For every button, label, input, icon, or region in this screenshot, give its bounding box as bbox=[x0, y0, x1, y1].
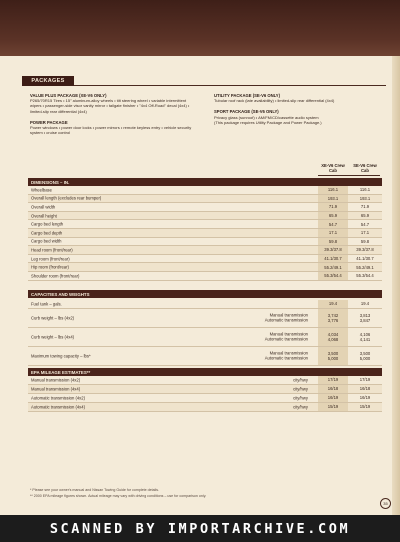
value-automatic: 3,776 bbox=[327, 318, 339, 323]
table-row bbox=[28, 238, 382, 247]
value-manual: 4,106 bbox=[359, 331, 371, 337]
column-header-rule bbox=[318, 175, 380, 176]
table-row bbox=[28, 255, 382, 264]
row-label: Curb weight – lbs (4x4) bbox=[31, 334, 75, 340]
table-row bbox=[28, 309, 382, 328]
transmission-labels bbox=[265, 351, 308, 362]
row-label: Automatic transmission (4x4) bbox=[31, 404, 85, 410]
column-header-se: SE-V6 Crew Cab bbox=[353, 163, 377, 173]
section-epa: EPA MILEAGE ESTIMATES** bbox=[28, 368, 382, 376]
page-edge bbox=[392, 56, 400, 515]
footnote-epa: ** 2000 EPA mileage figures shown. Actual mileage may vary with driving conditions – use for comparison only. bbox=[30, 494, 207, 498]
table-row bbox=[28, 195, 382, 204]
value-xe: 59.8 bbox=[318, 238, 348, 246]
table-row bbox=[28, 403, 382, 412]
table-row bbox=[28, 203, 382, 212]
page-number: 35 bbox=[380, 498, 391, 509]
packages-tab: PACKAGES bbox=[22, 76, 74, 86]
value-automatic: 4,068 bbox=[327, 337, 339, 342]
row-label: Cargo bed depth bbox=[31, 230, 63, 236]
value-xe: 55.2/49.1 bbox=[318, 263, 348, 271]
value-se: 41.1/30.7 bbox=[356, 255, 374, 261]
value-se: 39.3/37.8 bbox=[356, 247, 374, 253]
value-automatic: 5,000 bbox=[327, 356, 339, 361]
manual-label: Manual transmission bbox=[269, 312, 308, 318]
value-xe: 16/19 bbox=[318, 394, 348, 402]
value-manual: 4,034 bbox=[327, 331, 339, 337]
table-row bbox=[28, 212, 382, 221]
value-xe bbox=[318, 347, 348, 365]
row-label: Overall width bbox=[31, 204, 56, 210]
transmission-labels bbox=[265, 332, 308, 343]
utility-title: UTILITY PACKAGE (SE-V6 ONLY) bbox=[214, 93, 280, 98]
value-xe: 19.4 bbox=[318, 300, 348, 308]
utility-package bbox=[214, 93, 379, 103]
row-label: Head room (front/rear) bbox=[31, 247, 73, 253]
section-capacities: CAPACITIES AND WEIGHTS bbox=[28, 290, 382, 298]
value-xe bbox=[318, 328, 348, 346]
power-body: Power windows • power door locks • power mirrors • remote keyless entry • vehicle security system • cruise control bbox=[30, 125, 192, 136]
packages-rule bbox=[74, 85, 386, 86]
value-se bbox=[350, 347, 380, 365]
row-label: Hip room (front/rear) bbox=[31, 264, 69, 270]
sport-note: (This package requires Utility Package and Power Package.) bbox=[214, 119, 322, 125]
top-band bbox=[0, 0, 400, 56]
transmission-labels bbox=[265, 313, 308, 324]
value-se: 193.1 bbox=[359, 195, 371, 201]
value-se: 16/18 bbox=[359, 386, 371, 392]
value-se: 116.1 bbox=[359, 187, 371, 193]
table-row bbox=[28, 246, 382, 255]
packages-left-column bbox=[30, 93, 195, 141]
value-xe: 15/19 bbox=[318, 403, 348, 411]
value-xe: 17.1 bbox=[318, 229, 348, 237]
value-se: 54.7 bbox=[360, 221, 370, 227]
footnote-towing: * Please see your owner's manual and Nissan Towing Guide for complete details. bbox=[30, 488, 160, 492]
value-se: 17/19 bbox=[359, 377, 371, 383]
value-xe bbox=[318, 309, 348, 327]
sport-body: Privacy glass (sunroof) • AM/FM/CD/cassette audio system bbox=[214, 114, 319, 120]
unit-label: city/hwy bbox=[293, 404, 308, 410]
value-plus-title: VALUE PLUS PACKAGE (XE-V6 ONLY) bbox=[30, 93, 107, 98]
table-row bbox=[28, 385, 382, 394]
value-se: 16/19 bbox=[359, 395, 371, 401]
row-label: Maximum towing capacity – lbs* bbox=[31, 353, 91, 359]
value-xe: 71.9 bbox=[318, 203, 348, 211]
row-label: Wheelbase bbox=[31, 187, 52, 193]
automatic-label: Automatic transmission bbox=[264, 318, 308, 323]
scan-banner: SCANNED BY IMPORTARCHIVE.COM bbox=[0, 515, 400, 542]
value-automatic: 3,847 bbox=[359, 318, 371, 323]
table-row bbox=[28, 376, 382, 385]
table-row bbox=[28, 272, 382, 281]
section-dimensions: DIMENSIONS – IN. bbox=[28, 178, 382, 186]
value-se: 55.3/54.4 bbox=[356, 273, 374, 279]
value-automatic: 5,000 bbox=[359, 356, 371, 361]
sport-title: SPORT PACKAGE (SE-V6 ONLY) bbox=[214, 109, 279, 115]
table-row bbox=[28, 229, 382, 238]
row-label: Shoulder room (front/rear) bbox=[31, 273, 80, 279]
manual-label: Manual transmission bbox=[269, 350, 308, 356]
value-se: 59.8 bbox=[360, 238, 370, 244]
row-label: Overall length (excludes rear bumper) bbox=[31, 195, 102, 201]
table-row bbox=[28, 186, 382, 195]
row-label: Curb weight – lbs (4x2) bbox=[31, 315, 75, 321]
packages-right-column bbox=[214, 93, 379, 131]
value-automatic: 4,141 bbox=[359, 337, 371, 342]
row-label: Manual transmission (4x2) bbox=[31, 377, 81, 383]
value-xe: 39.3/37.8 bbox=[318, 246, 348, 254]
value-xe: 16/18 bbox=[318, 385, 348, 393]
value-se: 17.1 bbox=[360, 230, 370, 236]
table-row bbox=[28, 347, 382, 366]
value-se: 71.9 bbox=[360, 204, 370, 210]
automatic-label: Automatic transmission bbox=[264, 356, 308, 361]
value-se bbox=[350, 328, 380, 346]
row-label: Leg room (front/rear) bbox=[31, 256, 70, 262]
value-plus-body: P265/70R15 Tires • 15" aluminum-alloy wheels • tilt steering wheel • variable intermittent wipers • passenger-side visor vanity mirror • tailgate finisher • "4x4 Off-Road" decal (4x4) • limited-slip rear differential (4x4) bbox=[30, 98, 190, 114]
manual-label: Manual transmission bbox=[269, 331, 308, 337]
value-se: 65.9 bbox=[360, 212, 370, 218]
power-package bbox=[30, 120, 195, 136]
value-plus-package bbox=[30, 93, 195, 114]
row-label: Cargo bed length bbox=[31, 221, 64, 227]
power-title: POWER PACKAGE bbox=[30, 119, 68, 125]
table-row bbox=[28, 220, 382, 229]
value-se: 15/19 bbox=[359, 404, 371, 410]
unit-label: city/hwy bbox=[293, 386, 308, 392]
value-se: 19.4 bbox=[360, 301, 370, 307]
row-label: Overall height bbox=[31, 213, 57, 219]
value-xe: 116.1 bbox=[318, 186, 348, 194]
unit-label: city/hwy bbox=[293, 377, 308, 383]
value-xe: 55.3/54.4 bbox=[318, 272, 348, 280]
table-row bbox=[28, 328, 382, 347]
value-xe: 17/19 bbox=[318, 376, 348, 384]
row-label: Cargo bed width bbox=[31, 238, 62, 244]
value-manual: 3,742 bbox=[327, 312, 339, 318]
automatic-label: Automatic transmission bbox=[264, 337, 308, 342]
row-label: Manual transmission (4x4) bbox=[31, 386, 81, 392]
value-xe: 41.1/30.7 bbox=[318, 255, 348, 263]
value-xe: 54.7 bbox=[318, 220, 348, 228]
sport-package bbox=[214, 109, 379, 125]
value-xe: 65.9 bbox=[318, 212, 348, 220]
value-manual: 3,500 bbox=[327, 350, 339, 356]
value-xe: 193.1 bbox=[318, 195, 348, 203]
value-manual: 3,500 bbox=[359, 350, 371, 356]
unit-label: city/hwy bbox=[293, 395, 308, 401]
column-header-xe: XE-V6 Crew Cab bbox=[321, 163, 345, 173]
value-se bbox=[350, 309, 380, 327]
table-row bbox=[28, 300, 382, 309]
value-se: 55.2/49.1 bbox=[356, 264, 374, 270]
utility-body: Tubular roof rack (late availability) • limited-slip rear differential (4x4) bbox=[214, 98, 335, 104]
value-manual: 3,813 bbox=[359, 312, 371, 318]
row-label: Automatic transmission (4x2) bbox=[31, 395, 85, 401]
table-row bbox=[28, 263, 382, 272]
table-row bbox=[28, 394, 382, 403]
row-label: Fuel tank – gals. bbox=[31, 301, 62, 307]
